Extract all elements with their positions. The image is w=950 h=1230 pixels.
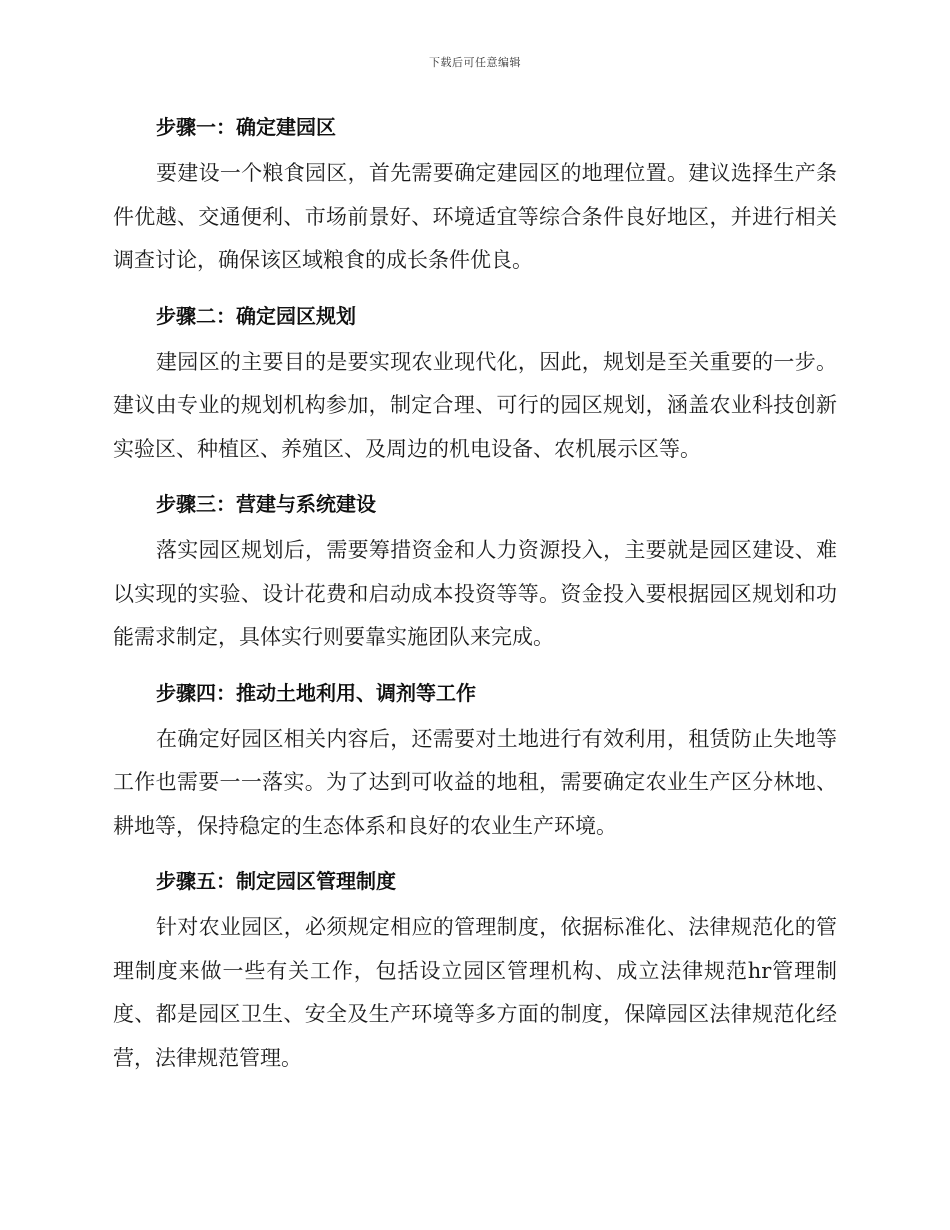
step-title: 步骤四：推动土地利用、调剂等工作 — [156, 680, 476, 705]
step-section-2 — [113, 297, 837, 472]
page-header-note: 下载后可任意编辑 — [429, 56, 521, 69]
step-title: 步骤五：制定园区管理制度 — [156, 869, 396, 893]
step-paragraph: 在确定好园区相关内容后，还需要对土地进行有效利用，租赁防止失地等工作也需要一一落实。为了达到可收益的地租，需要确定农业生产区分林地、耕地等，保持稳定的生态体系和良好的农业生产环境。 — [113, 726, 837, 838]
step-paragraph: 建园区的主要目的是要实现农业现代化，因此，规划是至关重要的一步。建议由专业的规划机构参加，制定合理、可行的园区规划，涵盖农业科技创新实验区、种植区、养殖区、及周边的机电设备、农机展示区等。 — [113, 349, 837, 461]
document-body — [113, 108, 837, 1094]
step-section-1 — [113, 108, 837, 283]
step-section-3 — [113, 485, 837, 660]
step-section-4 — [113, 674, 837, 849]
step-title: 步骤二：确定园区规划 — [156, 303, 356, 328]
step-title: 步骤三：营建与系统建设 — [156, 492, 376, 516]
step-title: 步骤一：确定建园区 — [156, 115, 336, 139]
step-paragraph: 要建设一个粮食园区，首先需要确定建园区的地理位置。建议选择生产条件优越、交通便利、市场前景好、环境适宜等综合条件良好地区，并进行相关调查讨论，确保该区域粮食的成长条件优良。 — [113, 161, 837, 272]
step-section-5 — [113, 862, 837, 1080]
step-paragraph: 落实园区规划后，需要筹措资金和人力资源投入，主要就是园区建设、难以实现的实验、设计花费和启动成本投资等等。资金投入要根据园区规划和功能需求制定，具体实行则要靠实施团队来完成。 — [113, 538, 837, 649]
step-paragraph: 针对农业园区，必须规定相应的管理制度，依据标准化、法律规范化的管理制度来做一些有关工作，包括设立园区管理机构、成立法律规范hr管理制度、都是园区卫生、安全及生产环境等多方面的制度，保障园区法律规范化经营，法律规范管理。 — [113, 915, 837, 1070]
